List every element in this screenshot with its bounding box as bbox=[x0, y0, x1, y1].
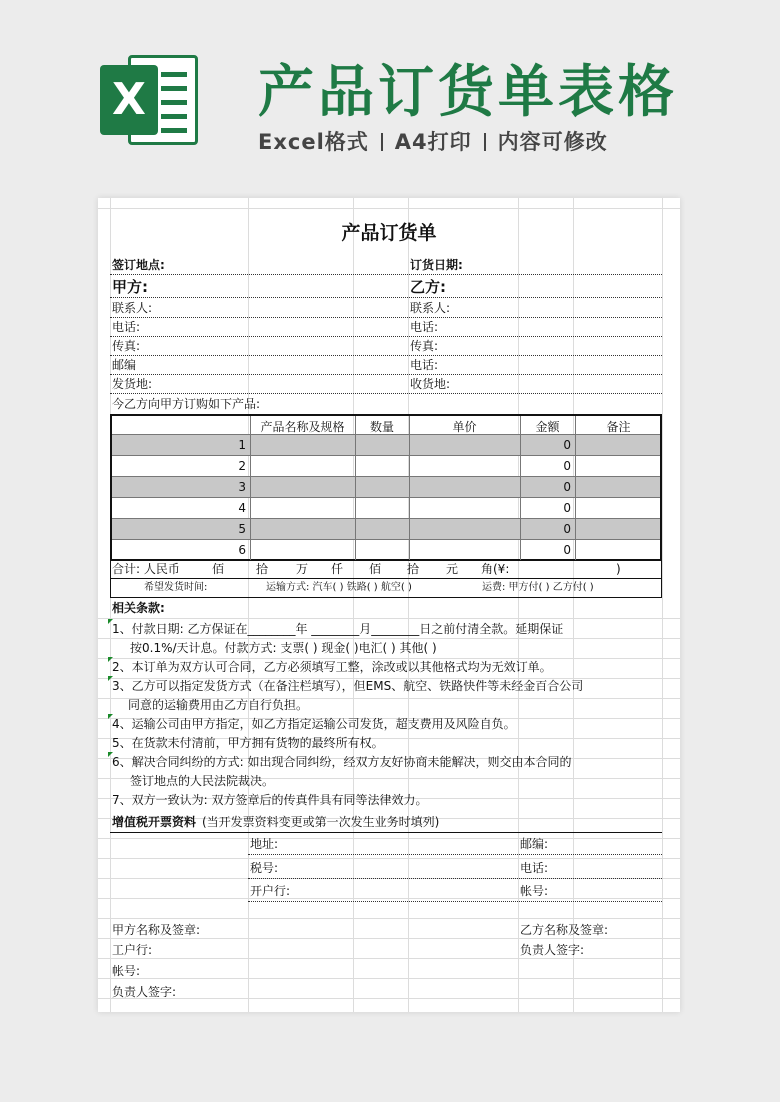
invoice-bank-label: 开户行: bbox=[250, 884, 291, 898]
term-line: 7、双方一致认为: 双方签章后的传真件具有同等法律效力。 bbox=[112, 793, 428, 807]
term-line: 3、乙方可以指定发货方式（在备注栏填写），但EMS、航空、铁路快件等未经金百合公司 bbox=[112, 679, 584, 693]
row-number: 6 bbox=[238, 543, 246, 557]
subtitle-format: Excel格式 bbox=[258, 130, 369, 154]
party-a-seal-label: 甲方名称及签章: bbox=[112, 923, 201, 937]
row-number: 4 bbox=[238, 501, 246, 515]
table-row[interactable] bbox=[112, 434, 660, 455]
invoice-account-label: 帐号: bbox=[520, 884, 549, 898]
row-amount: 0 bbox=[563, 543, 571, 557]
table-row[interactable] bbox=[112, 518, 660, 539]
term-line: 同意的运输费用由乙方自行负担。 bbox=[128, 698, 309, 712]
party-a-label: 甲方: bbox=[112, 278, 148, 296]
row-amount: 0 bbox=[563, 438, 571, 452]
row-amount: 0 bbox=[563, 501, 571, 515]
party-b-phone: 电话: bbox=[410, 320, 439, 334]
term-line: 5、在货款未付清前，甲方拥有货物的最终所有权。 bbox=[112, 736, 384, 750]
row-amount: 0 bbox=[563, 459, 571, 473]
row-amount: 0 bbox=[563, 522, 571, 536]
total-unit: ) bbox=[616, 562, 621, 576]
col-header-amount: 金额 bbox=[535, 420, 560, 434]
party-a-fax: 传真: bbox=[112, 339, 141, 353]
party-a-account-label: 帐号: bbox=[112, 964, 141, 978]
term-line: 签订地点的人民法院裁决。 bbox=[130, 774, 275, 788]
total-unit: 角(¥: bbox=[481, 562, 510, 576]
total-unit: 元 bbox=[446, 562, 459, 576]
total-unit: 万 bbox=[296, 562, 309, 576]
party-a-ship-from: 发货地: bbox=[112, 377, 153, 391]
total-unit: 拾 bbox=[256, 562, 269, 576]
invoice-tax-no-label: 税号: bbox=[250, 861, 279, 875]
row-number: 3 bbox=[238, 480, 246, 494]
party-a-signer-label: 负责人签字: bbox=[112, 985, 177, 999]
subtitle-editable: 内容可修改 bbox=[497, 130, 608, 154]
term-line: 1、付款日期: 乙方保证在________年 ________月________日之前付清全款。延期保证 bbox=[112, 622, 564, 636]
row-amount: 0 bbox=[563, 480, 571, 494]
ship-method-label: 运输方式: 汽车( ) 铁路( ) 航空( ) bbox=[266, 582, 412, 593]
party-b-fax: 传真: bbox=[410, 339, 439, 353]
party-b-signer-label: 负责人签字: bbox=[520, 943, 585, 957]
term-line: 2、本订单为双方认可合同，乙方必须填写工整，涂改或以其他格式均为无效订单。 bbox=[112, 660, 552, 674]
table-row[interactable] bbox=[112, 476, 660, 497]
party-a-bank-label: 工户行: bbox=[112, 943, 153, 957]
col-header-remark: 备注 bbox=[606, 420, 631, 434]
row-number: 5 bbox=[238, 522, 246, 536]
total-label: 合计: 人民币 bbox=[112, 562, 180, 576]
term-line: 4、运输公司由甲方指定，如乙方指定运输公司发货，超支费用及风险自负。 bbox=[112, 717, 516, 731]
term-line: 按0.1%/天计息。付款方式: 支票( ) 现金( )电汇( ) 其他( ) bbox=[130, 641, 437, 655]
row-number: 1 bbox=[238, 438, 246, 452]
total-unit: 佰 bbox=[212, 562, 225, 576]
terms-heading: 相关条款: bbox=[112, 601, 165, 615]
subtitle-print: A4打印 bbox=[394, 130, 472, 154]
party-a-contact: 联系人: bbox=[112, 301, 153, 315]
spreadsheet-page bbox=[98, 198, 680, 1012]
invoice-address-label: 地址: bbox=[250, 837, 279, 851]
table-row[interactable] bbox=[112, 497, 660, 518]
excel-logo-icon bbox=[100, 55, 198, 145]
party-a-postcode: 邮编 bbox=[112, 358, 137, 372]
banner bbox=[0, 0, 780, 190]
col-header-quantity: 数量 bbox=[369, 420, 394, 434]
order-date-label: 订货日期: bbox=[410, 258, 463, 272]
total-unit: 佰 bbox=[369, 562, 382, 576]
document-title: 产品订货单 bbox=[341, 222, 437, 244]
product-table bbox=[110, 414, 662, 561]
table-row[interactable] bbox=[112, 539, 660, 560]
excel-logo-letter: X bbox=[100, 65, 158, 135]
party-b-ship-to: 收货地: bbox=[410, 377, 451, 391]
row-number: 2 bbox=[238, 459, 246, 473]
separator bbox=[381, 133, 383, 151]
invoice-phone-label: 电话: bbox=[520, 861, 549, 875]
banner-title: 产品订货单表格 bbox=[258, 60, 678, 125]
table-row[interactable] bbox=[112, 455, 660, 476]
total-unit: 拾 bbox=[407, 562, 420, 576]
banner-subtitle bbox=[258, 126, 608, 156]
party-b-phone-2: 电话: bbox=[410, 358, 439, 372]
term-line: 6、解决合同纠纷的方式: 如出现合同纠纷，经双方友好协商未能解决，则交由本合同的 bbox=[112, 755, 572, 769]
party-b-contact: 联系人: bbox=[410, 301, 451, 315]
invoice-heading: 增值税开票资料 bbox=[112, 815, 197, 829]
party-b-seal-label: 乙方名称及签章: bbox=[520, 923, 609, 937]
sign-place-label: 签订地点: bbox=[112, 258, 165, 272]
ship-time-label: 希望发货时间: bbox=[144, 582, 208, 593]
party-b-label: 乙方: bbox=[410, 278, 446, 296]
ship-fee-label: 运费: 甲方付( ) 乙方付( ) bbox=[482, 582, 594, 593]
spreadsheet-gridlines bbox=[98, 198, 680, 1012]
party-a-phone: 电话: bbox=[112, 320, 141, 334]
col-header-product: 产品名称及规格 bbox=[260, 420, 345, 434]
total-unit: 仟 bbox=[331, 562, 344, 576]
invoice-note: (当开发票资料变更或第一次发生业务时填列) bbox=[202, 815, 440, 829]
invoice-postcode-label: 邮编: bbox=[520, 837, 549, 851]
col-header-unit-price: 单价 bbox=[452, 420, 477, 434]
separator bbox=[484, 133, 486, 151]
order-intro: 今乙方向甲方订购如下产品: bbox=[112, 397, 261, 411]
